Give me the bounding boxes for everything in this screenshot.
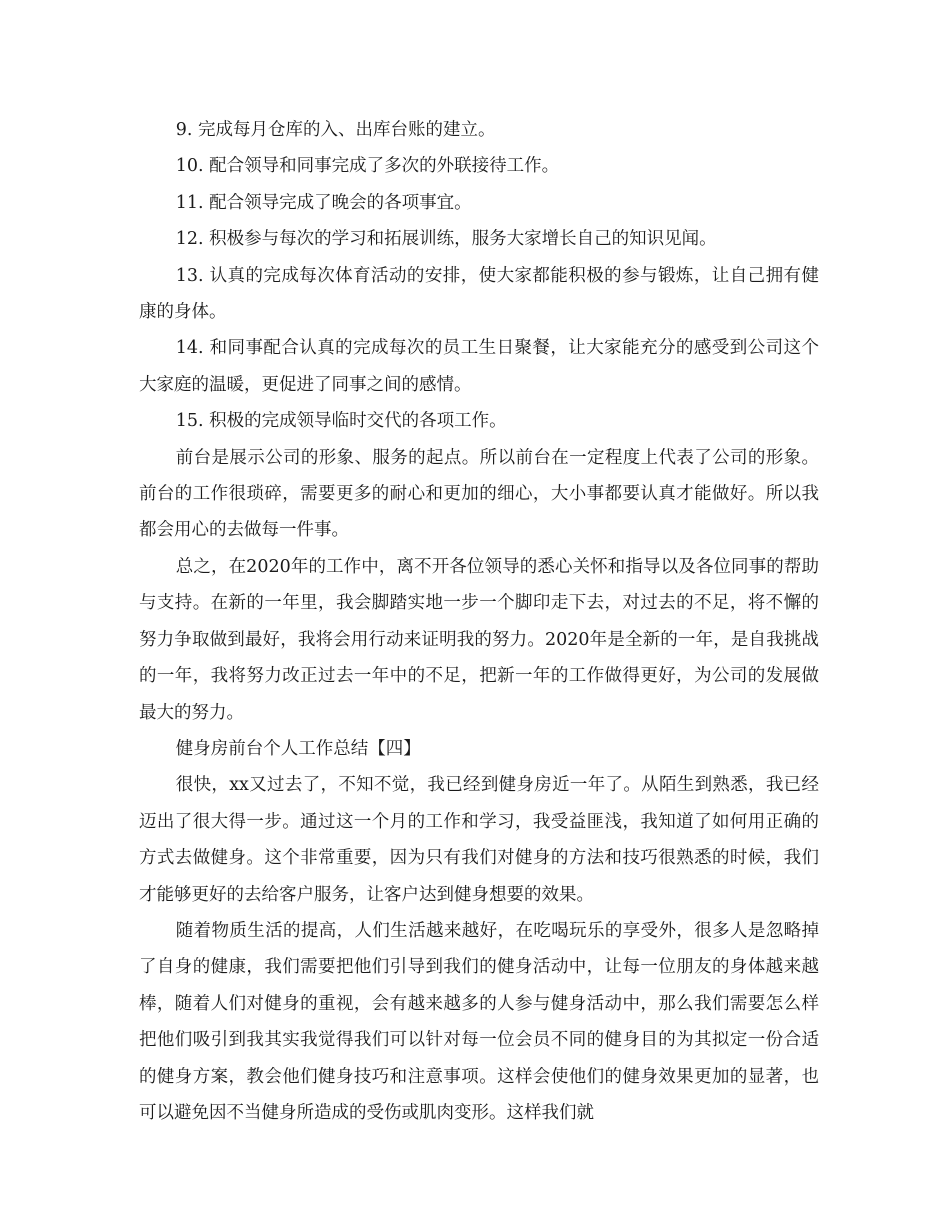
- paragraph-intro: 很快，xx又过去了，不知不觉，我已经到健身房近一年了。从陌生到熟悉，我已经迈出了很大得一步。通过这一个月的工作和学习，我受益匪浅，我知道了如何用正确的方式去做健身。这个非常重要，因为只有我们对健身的方法和技巧很熟悉的时候，我们才能够更好的去给客户服务，让客户达到健身想要的效果。: [139, 775, 819, 905]
- paragraph-item-10: 10. 配合领导和同事完成了多次的外联接待工作。: [175, 156, 560, 177]
- paragraph-item-11: 11. 配合领导完成了晚会的各项事宜。: [175, 192, 472, 213]
- paragraph-health: 随着物质生活的提高，人们生活越来越好，在吃喝玩乐的享受外，很多人是忽略掉了自身的健康，我们需要把他们引导到我们的健身活动中，让每一位朋友的身体越来越棒，随着人们对健身的重视，会有越来越多的人参与健身活动中，那么我们需要怎么样把他们吸引到我其实我觉得我们可以针对每一位会员不同的健身目的为其拟定一份合适的健身方案，教会他们健身技巧和注意事项。这样会使他们的健身效果更加的显著，也可以避免因不当健身所造成的受伤或肌肉变形。这样我们就: [139, 920, 819, 1123]
- paragraph-item-15: 15. 积极的完成领导临时交代的各项工作。: [175, 411, 507, 432]
- paragraph-front-desk-role: 前台是展示公司的形象、服务的起点。所以前台在一定程度上代表了公司的形象。前台的工作很琐碎，需要更多的耐心和更加的细心，大小事都要认真才能做好。所以我都会用心的去做每一件事。: [139, 447, 819, 541]
- document-body: [139, 112, 819, 1131]
- paragraph-item-9: 9. 完成每月仓库的入、出库台账的建立。: [175, 120, 496, 140]
- paragraph-item-12: 12. 积极参与每次的学习和拓展训练，服务大家增长自己的知识见闻。: [175, 229, 717, 250]
- paragraph-item-13: 13. 认真的完成每次体育活动的安排，使大家都能积极的参与锻炼，让自己拥有健康的身体。: [139, 265, 819, 323]
- paragraph-item-14: 14. 和同事配合认真的完成每次的员工生日聚餐，让大家能充分的感受到公司这个大家庭的温暖，更促进了同事之间的感情。: [139, 338, 819, 395]
- section-heading: 健身房前台个人工作总结【四】: [175, 738, 421, 759]
- paragraph-conclusion: 总之，在2020年的工作中，离不开各位领导的悉心关怀和指导以及各位同事的帮助与支持。在新的一年里，我会脚踏实地一步一个脚印走下去，对过去的不足，将不懈的努力争取做到最好，我将会用行动来证明我的努力。2020年是全新的一年，是自我挑战的一年，我将努力改正过去一年中的不足，把新一年的工作做得更好，为公司的发展做最大的努力。: [139, 556, 819, 723]
